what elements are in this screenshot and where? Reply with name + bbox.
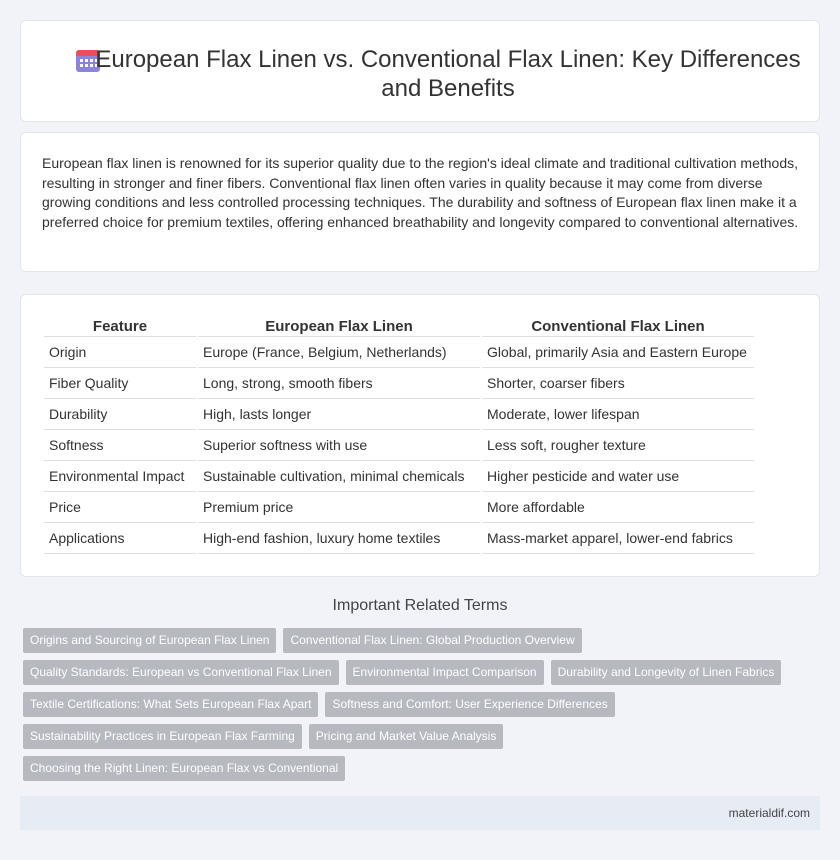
related-term-tag[interactable]: Quality Standards: European vs Conventional Flax Linen [23, 660, 339, 685]
tag-row [23, 660, 813, 692]
related-term-tag[interactable]: Pricing and Market Value Analysis [309, 724, 504, 749]
related-term-tag[interactable]: Textile Certifications: What Sets European Flax Apart [23, 692, 318, 717]
comparison-table [42, 315, 756, 554]
header-conventional: Conventional Flax Linen [482, 315, 754, 337]
comparison-card [20, 294, 820, 577]
tag-row [23, 724, 813, 756]
table-header-row [44, 315, 754, 337]
table-cell: Premium price [198, 492, 480, 523]
table-cell: More affordable [482, 492, 754, 523]
table-cell: Sustainable cultivation, minimal chemicals [198, 461, 480, 492]
table-cell: Superior softness with use [198, 430, 480, 461]
table-cell: High-end fashion, luxury home textiles [198, 523, 480, 554]
table-row [44, 523, 754, 554]
table-cell: Higher pesticide and water use [482, 461, 754, 492]
table-row [44, 430, 754, 461]
table-cell: Shorter, coarser fibers [482, 368, 754, 399]
table-cell: Global, primarily Asia and Eastern Europe [482, 337, 754, 368]
related-term-tag[interactable]: Durability and Longevity of Linen Fabrics [551, 660, 782, 685]
table-row [44, 368, 754, 399]
table-cell: Mass-market apparel, lower-end fabrics [482, 523, 754, 554]
related-terms-list [23, 628, 813, 788]
table-cell: Fiber Quality [44, 368, 196, 399]
footer [20, 796, 820, 830]
table-cell: Durability [44, 399, 196, 430]
table-cell: Origin [44, 337, 196, 368]
page-title: European Flax Linen vs. Conventional Flax Linen: Key Differences and Benefits [95, 46, 801, 102]
tag-row [23, 756, 813, 788]
header-european: European Flax Linen [198, 315, 480, 337]
related-terms-heading: Important Related Terms [332, 597, 508, 614]
table-cell: Softness [44, 430, 196, 461]
related-term-tag[interactable]: Environmental Impact Comparison [346, 660, 544, 685]
related-term-tag[interactable]: Origins and Sourcing of European Flax Linen [23, 628, 276, 653]
site-name[interactable]: materialdif.com [728, 806, 810, 820]
table-cell: Moderate, lower lifespan [482, 399, 754, 430]
tag-row [23, 692, 813, 724]
intro-card [20, 132, 820, 272]
table-cell: Environmental Impact [44, 461, 196, 492]
related-term-tag[interactable]: Conventional Flax Linen: Global Production Overview [283, 628, 581, 653]
table-cell: High, lasts longer [198, 399, 480, 430]
table-cell: Long, strong, smooth fibers [198, 368, 480, 399]
header-card [20, 20, 820, 122]
related-term-tag[interactable]: Choosing the Right Linen: European Flax vs Conventional [23, 756, 345, 781]
table-row [44, 492, 754, 523]
table-row [44, 399, 754, 430]
table-cell: Less soft, rougher texture [482, 430, 754, 461]
intro-paragraph: European flax linen is renowned for its superior quality due to the region's ideal climate and traditional cultivation methods, resulting in stronger and finer fibers. Conventional flax linen often varies in quality because it may come from diverse growing conditions and less controlled processing techniques. The durability and softness of European flax linen make it a preferred choice for premium textiles, offering enhanced breathability and longevity compared to conventional alternatives. [42, 155, 799, 230]
related-term-tag[interactable]: Softness and Comfort: User Experience Differences [325, 692, 614, 717]
table-cell: Europe (France, Belgium, Netherlands) [198, 337, 480, 368]
table-cell: Applications [44, 523, 196, 554]
table-cell: Price [44, 492, 196, 523]
table-row [44, 461, 754, 492]
related-term-tag[interactable]: Sustainability Practices in European Flax Farming [23, 724, 302, 749]
tag-row [23, 628, 813, 660]
table-row [44, 337, 754, 368]
header-feature: Feature [44, 315, 196, 337]
